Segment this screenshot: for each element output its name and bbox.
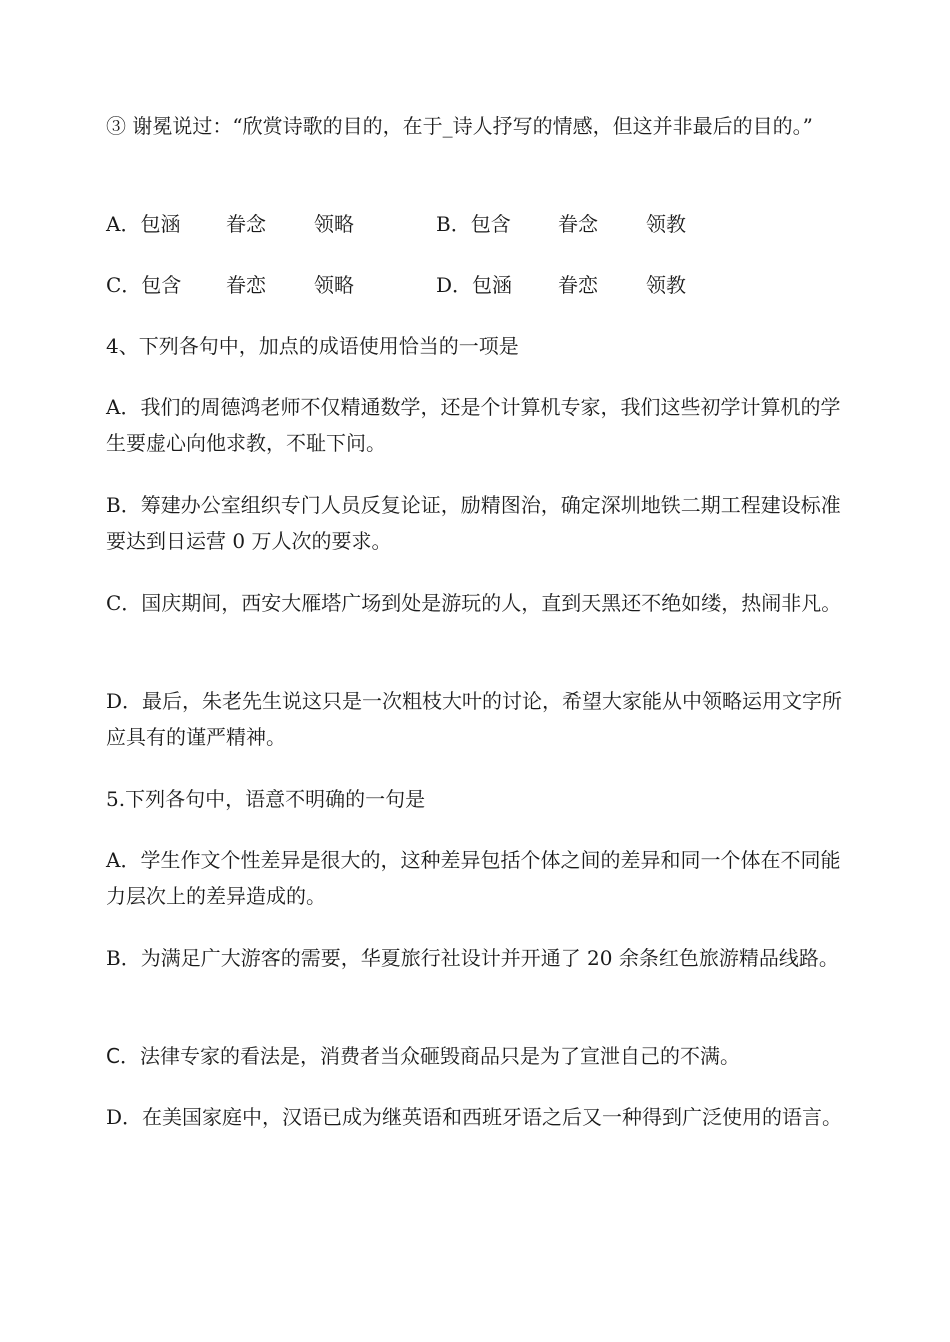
q3-option-b-word1: B．包含 <box>436 212 511 236</box>
q3-option-a-word2: 眷念 <box>226 212 266 236</box>
q3-option-c-word3: 领略 <box>314 273 354 297</box>
q4-option-d: D．最后，朱老先生说这只是一次粗枝大叶的讨论，希望大家能从中领略运用文字所应具有的谨严精神。 <box>106 689 843 749</box>
q3-options-row-2 <box>106 267 846 303</box>
q3-option-d-word2: 眷恋 <box>558 273 598 297</box>
q5-stem: 5.下列各句中，语意不明确的一句是 <box>106 787 426 811</box>
q3-option-a-word1: A．包涵 <box>106 212 181 236</box>
q4-stem: 4、下列各句中，加点的成语使用恰当的一项是 <box>106 334 519 358</box>
q3-options-row-1 <box>106 206 846 242</box>
q3-option-d <box>436 267 686 303</box>
q5-option-b: B．为满足广大游客的需要，华夏旅行社设计并开通了 20 余条红色旅游精品线路。 <box>106 946 839 970</box>
q4-option-b: B．筹建办公室组织专门人员反复论证，励精图治，确定深圳地铁二期工程建设标准要达到日运营 0 万人次的要求。 <box>106 493 841 553</box>
q4-option-c: C．国庆期间，西安大雁塔广场到处是游玩的人，直到天黑还不绝如缕，热闹非凡。 <box>106 591 842 615</box>
q3-option-d-word1: D．包涵 <box>436 273 513 297</box>
q3-option-a-word3: 领略 <box>314 212 354 236</box>
q5-option-d: D．在美国家庭中，汉语已成为继英语和西班牙语之后又一种得到广泛使用的语言。 <box>106 1105 843 1129</box>
q5-option-c: C．法律专家的看法是，消费者当众砸毁商品只是为了宣泄自己的不满。 <box>106 1044 740 1068</box>
q3-option-b-word3: 领教 <box>646 212 686 236</box>
q3-option-c-word1: C．包含 <box>106 273 182 297</box>
q3-option-d-word3: 领教 <box>646 273 686 297</box>
q3-option-b-word2: 眷念 <box>558 212 598 236</box>
q3-option-a <box>106 206 354 242</box>
q3-item-3: ③ 谢冕说过：“欣赏诗歌的目的，在于_诗人抒写的情感，但这并非最后的目的。” <box>106 114 813 138</box>
q4-option-a: A．我们的周德鸿老师不仅精通数学，还是个计算机专家，我们这些初学计算机的学生要虚心向他求教，不耻下问。 <box>106 395 841 455</box>
q5-option-a: A．学生作文个性差异是很大的，这种差异包括个体之间的差异和同一个体在不同能力层次上的差异造成的。 <box>106 848 841 908</box>
q3-option-c-word2: 眷恋 <box>226 273 266 297</box>
q3-option-b <box>436 206 686 242</box>
q3-option-c <box>106 267 354 303</box>
